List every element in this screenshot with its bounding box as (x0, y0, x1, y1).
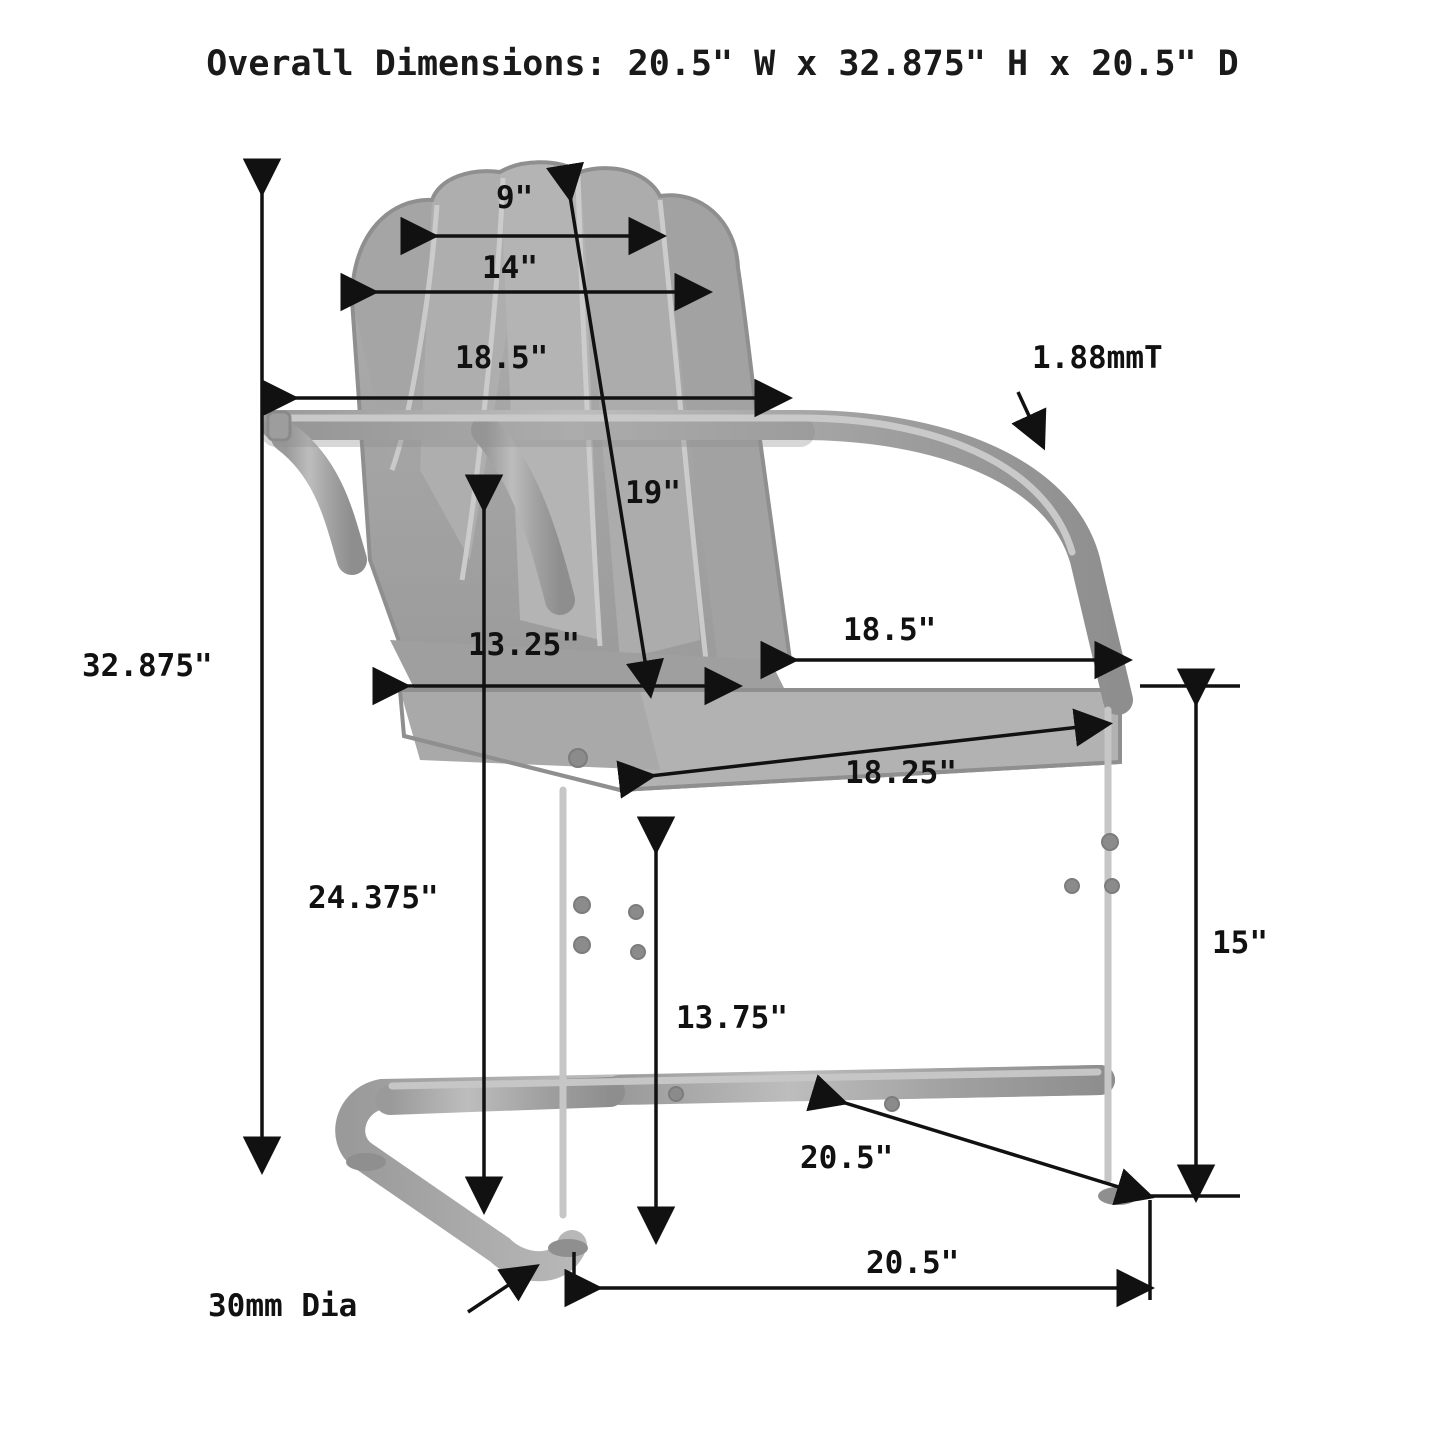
dim-label-back-mid-width: 14" (482, 250, 538, 286)
dim-label-back-lower-width: 18.5" (455, 340, 549, 376)
dim-label-seat-front-width: 18.25" (845, 755, 957, 791)
dim-label-back-height-diagonal: 19" (625, 475, 681, 511)
dim-label-seat-width-top: 18.5" (843, 612, 937, 648)
dim-label-seat-rail-height: 13.75" (676, 1000, 788, 1036)
dim-label-overall-height: 32.875" (82, 648, 213, 684)
dim-label-tube-diameter: 30mm Dia (208, 1288, 358, 1324)
dim-label-base-depth-bottom: 20.5" (866, 1245, 960, 1281)
dim-label-base-depth-diagonal: 20.5" (800, 1140, 894, 1176)
dim-label-seat-depth: 13.25" (468, 627, 580, 663)
page-title: Overall Dimensions: 20.5" W x 32.875" H x 20.5" D (206, 44, 1239, 84)
dim-label-back-top-width: 9" (496, 180, 534, 216)
dim-label-back-to-floor-height: 24.375" (308, 880, 439, 916)
dim-label-material-thickness: 1.88mmT (1032, 340, 1163, 376)
dim-label-seat-height: 15" (1212, 925, 1268, 961)
